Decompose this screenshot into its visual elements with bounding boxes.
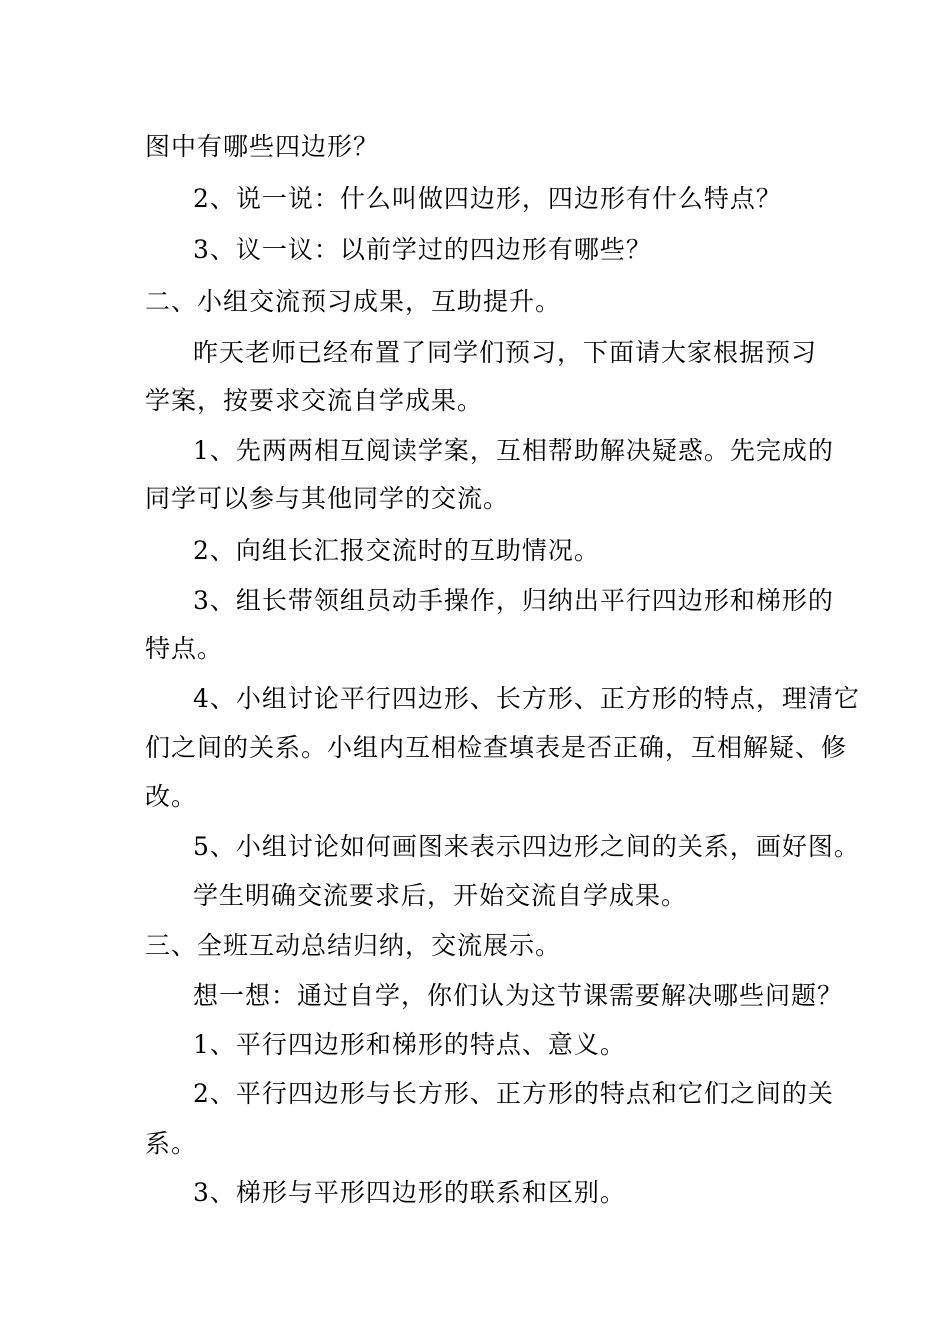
text-line: 图中有哪些四边形？ [145,132,380,161]
text-line: 想一想：通过自学，你们认为这节课需要解决哪些问题？ [193,981,844,1010]
text-line: 学生明确交流要求后，开始交流自学成果。 [193,881,688,910]
text-line: 3、议一议：以前学过的四边形有哪些？ [193,235,652,264]
text-line: 5、小组讨论如何画图来表示四边形之间的关系，画好图。 [193,832,860,861]
text-line: 系。 [145,1129,198,1158]
text-line: 同学可以参与其他同学的交流。 [145,484,510,513]
section-heading: 三、全班互动总结归纳，交流展示。 [145,931,562,960]
text-line: 2、说一说：什么叫做四边形，四边形有什么特点？ [193,184,782,213]
text-line: 4、小组讨论平行四边形、长方形、正方形的特点，理清它 [193,684,860,713]
text-line: 1、先两两相互阅读学案，互相帮助解决疑惑。先完成的 [193,436,834,465]
text-line: 2、平行四边形与长方形、正方形的特点和它们之间的关 [193,1079,834,1108]
text-line: 改。 [145,782,198,811]
text-line: 3、组长带领组员动手操作，归纳出平行四边形和梯形的 [193,586,834,615]
text-line: 特点。 [145,634,224,663]
text-line: 2、向组长汇报交流时的互助情况。 [193,536,600,565]
text-line: 学案，按要求交流自学成果。 [145,386,484,415]
text-line: 1、平行四边形和梯形的特点、意义。 [193,1030,626,1059]
section-heading: 二、小组交流预习成果，互助提升。 [145,287,562,316]
text-line: 3、梯形与平形四边形的联系和区别。 [193,1178,626,1207]
text-line: 们之间的关系。小组内互相检查填表是否正确，互相解疑、修 [145,733,848,762]
text-line: 昨天老师已经布置了同学们预习，下面请大家根据预习 [193,338,818,367]
